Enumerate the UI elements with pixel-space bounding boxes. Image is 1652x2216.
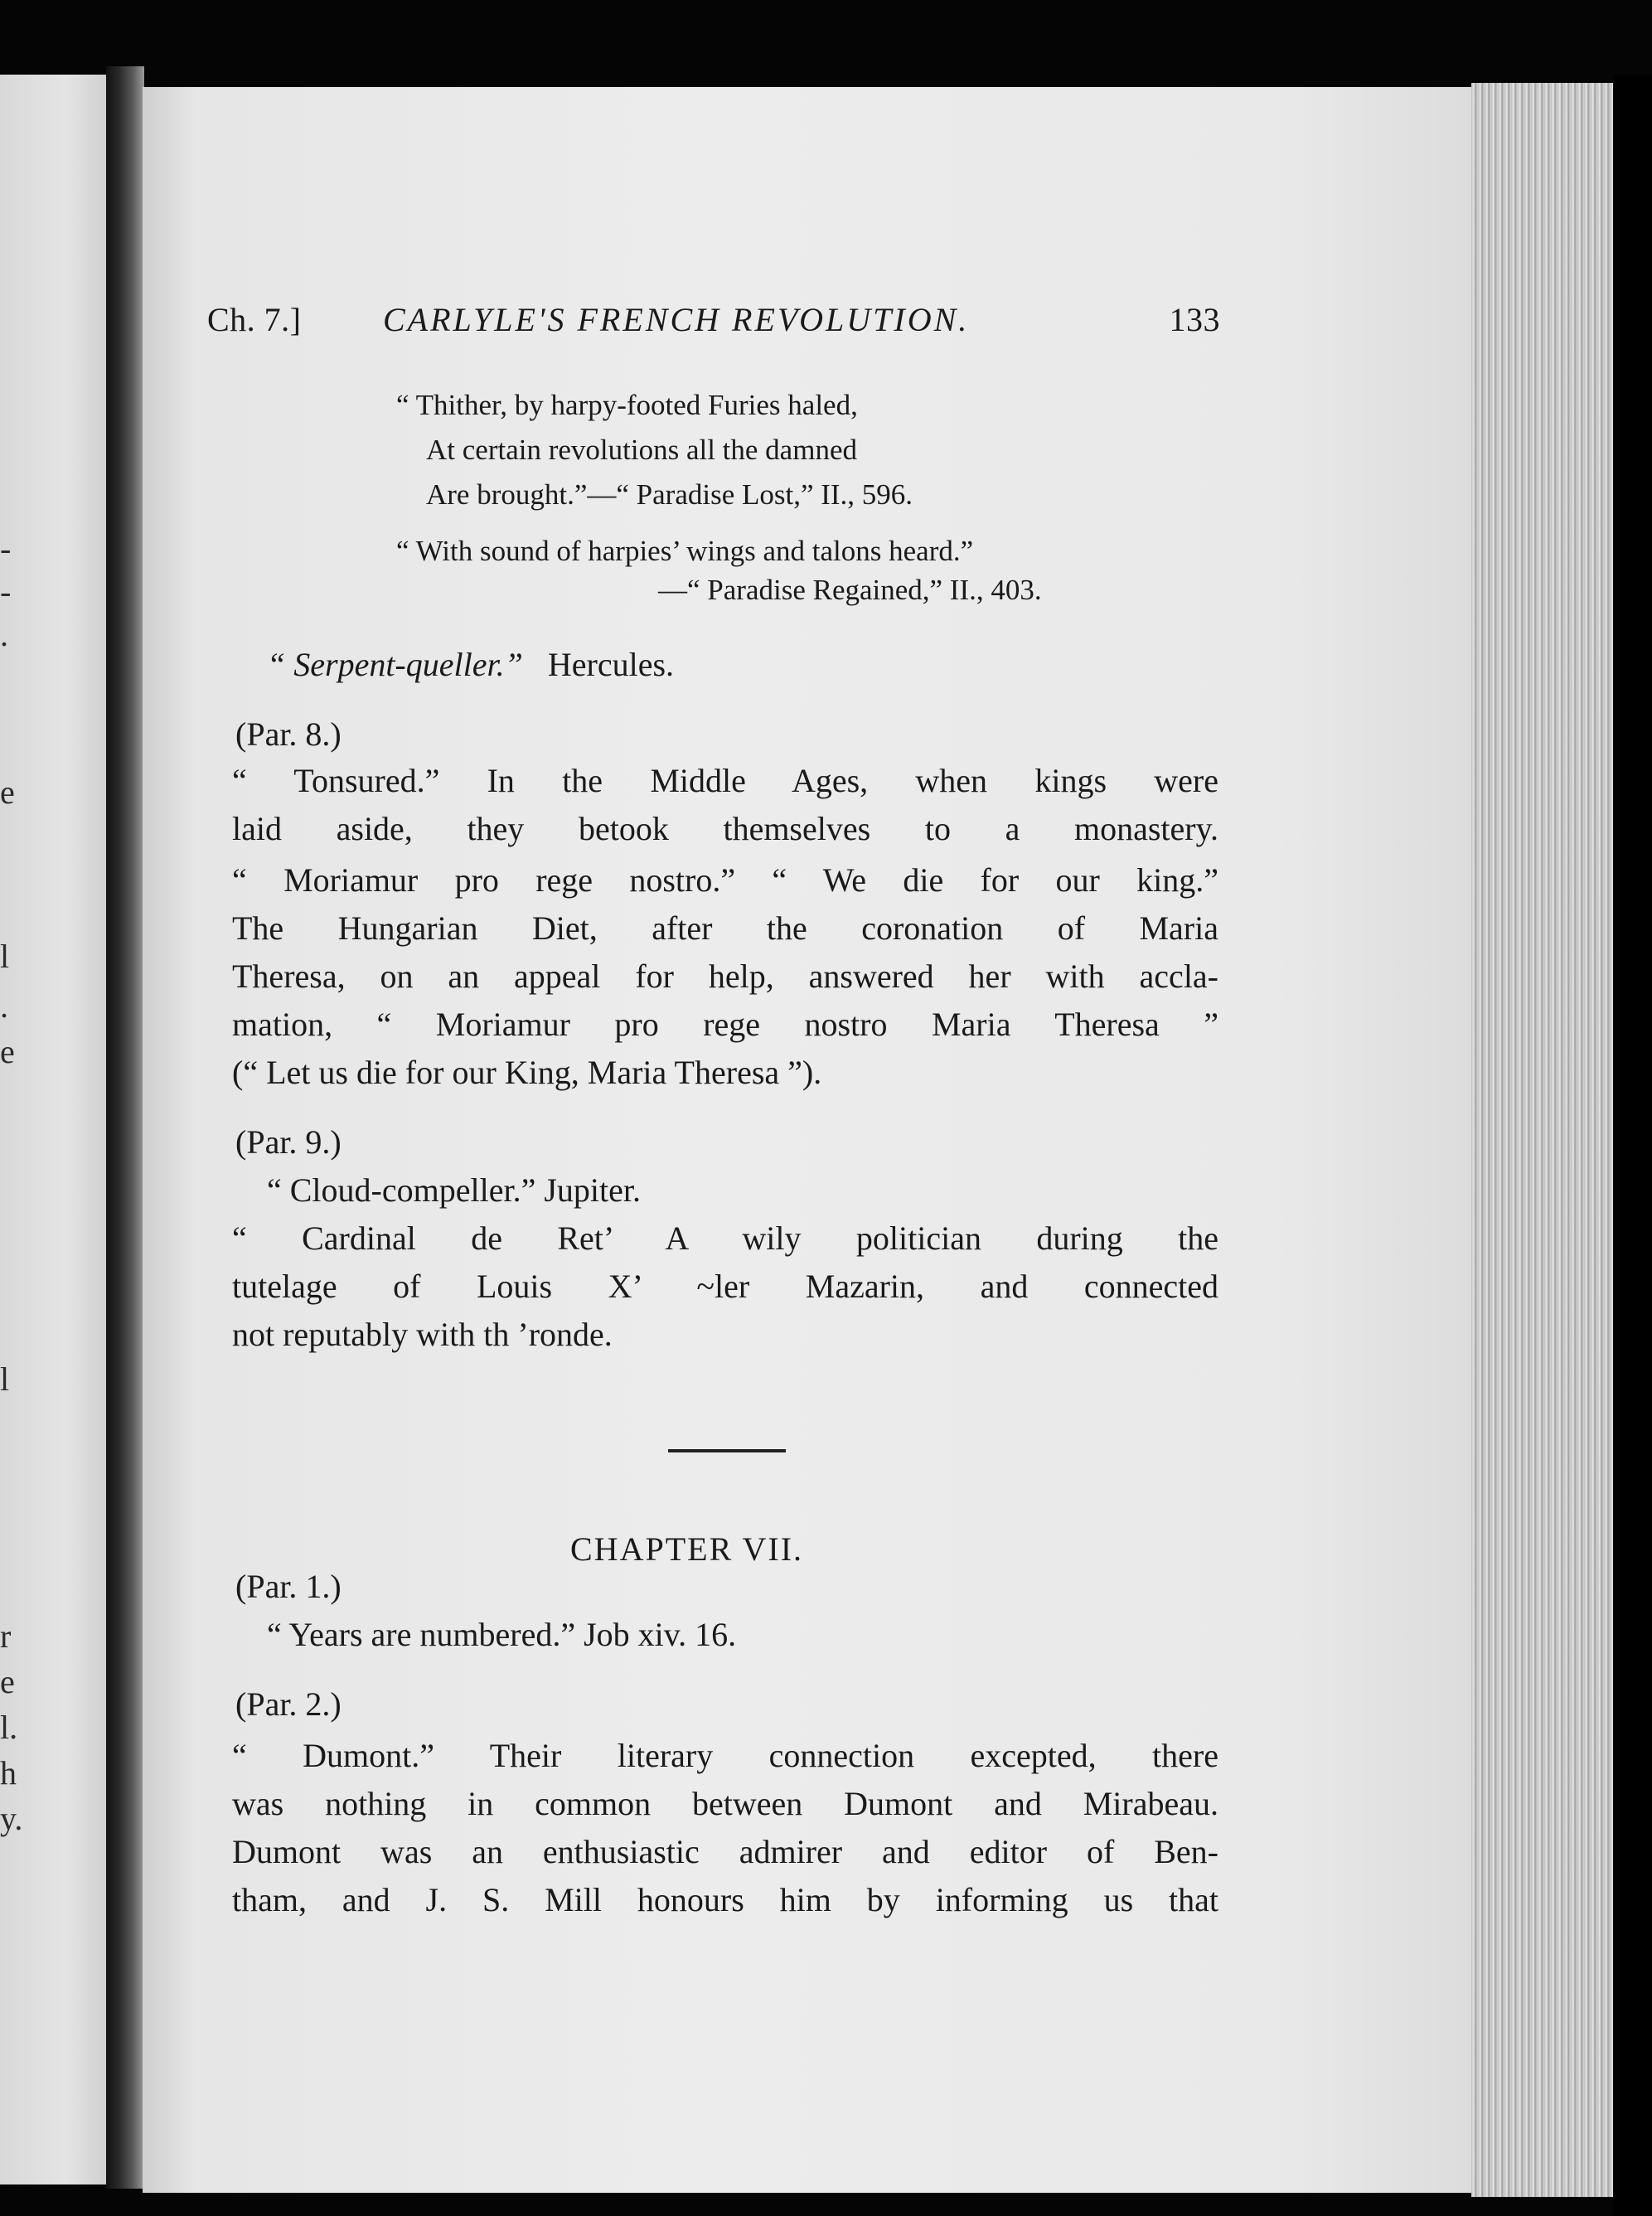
left-page-fragment: l	[0, 1360, 10, 1398]
note-serpent-queller	[267, 645, 1253, 684]
par-label: (Par. 9.)	[235, 1123, 342, 1161]
paragraph-line: tham, and J. S. Mill honours him by informing us that	[232, 1881, 1218, 1918]
par-label: (Par. 1.)	[235, 1568, 342, 1605]
paragraph-line: “ Tonsured.” In the Middle Ages, when kings were	[232, 762, 1218, 799]
paragraph-line: laid aside, they betook themselves to a monastery.	[232, 810, 1218, 847]
paragraph-line: was nothing in common between Dumont and Mirabeau.	[232, 1785, 1218, 1822]
left-page-fragment: -	[0, 530, 12, 567]
page-fore-edge	[1471, 83, 1616, 2197]
left-facing-page	[0, 75, 109, 2184]
left-page-fragment: h	[0, 1754, 17, 1792]
running-head-title: CARLYLE'S FRENCH REVOLUTION.	[383, 301, 970, 338]
left-page-fragment: .	[0, 987, 8, 1025]
left-page-fragment: -	[0, 573, 12, 610]
paragraph-line: “ Years are numbered.” Job xiv. 16.	[267, 1616, 737, 1653]
scan-border	[1613, 75, 1652, 2216]
paragraph-line: not reputably with th ’ronde.	[232, 1316, 613, 1353]
running-head	[207, 300, 1220, 350]
par-label: (Par. 2.)	[235, 1685, 342, 1723]
par-label: (Par. 8.)	[235, 715, 342, 753]
note-term: “ Serpent-queller.”	[267, 646, 523, 683]
paragraph-line: tutelage of Louis X’ ~ler Mazarin, and connected	[232, 1268, 1218, 1305]
paragraph-line: The Hungarian Diet, after the coronation of Maria	[232, 909, 1218, 947]
verse-quotation	[396, 383, 913, 517]
left-page-fragment: y.	[0, 1800, 23, 1837]
paragraph-line: (“ Let us die for our King, Maria Theresa ”).	[232, 1054, 822, 1091]
paragraph-line: “ Moriamur pro rege nostro.” “ We die for our king.”	[232, 861, 1218, 899]
paragraph-line: mation, “ Moriamur pro rege nostro Maria Theresa ”	[232, 1006, 1218, 1043]
running-head-chapter: Ch. 7.]	[207, 301, 302, 338]
left-page-fragment: l	[0, 938, 10, 975]
paragraph-line: “ Dumont.” Their literary connection excepted, there	[232, 1737, 1218, 1774]
chapter-heading: CHAPTER VII.	[570, 1530, 804, 1568]
verse-line: “ Thither, by harpy-footed Furies haled,	[396, 389, 858, 421]
paragraph-line: Dumont was an enthusiastic admirer and editor of Ben-	[232, 1833, 1218, 1870]
verse-attribution: —“ Paradise Regained,” II., 403.	[658, 574, 1042, 606]
verse-line: At certain revolutions all the damned	[426, 434, 857, 466]
section-rule	[668, 1449, 786, 1452]
paragraph-line: Theresa, on an appeal for help, answered her with accla-	[232, 958, 1218, 995]
left-page-fragment: e	[0, 1033, 15, 1070]
left-page-fragment: l.	[0, 1709, 18, 1746]
left-page-fragment: e	[0, 1663, 15, 1700]
paragraph-line: “ Cloud-compeller.” Jupiter.	[267, 1171, 641, 1209]
left-page-fragment: r	[0, 1617, 12, 1655]
left-page-fragment: e	[0, 773, 15, 811]
paragraph-line: “ Cardinal de Ret’ A wily politician during the	[232, 1220, 1218, 1257]
verse-quotation-second: “ With sound of harpies’ wings and talons heard.”	[396, 535, 974, 567]
book-gutter	[106, 66, 144, 2189]
note-gloss: Hercules.	[547, 646, 675, 683]
left-page-fragment: .	[0, 616, 8, 653]
page-number: 133	[1169, 301, 1220, 338]
verse-line: Are brought.”—“ Paradise Lost,” II., 596.	[426, 478, 913, 511]
